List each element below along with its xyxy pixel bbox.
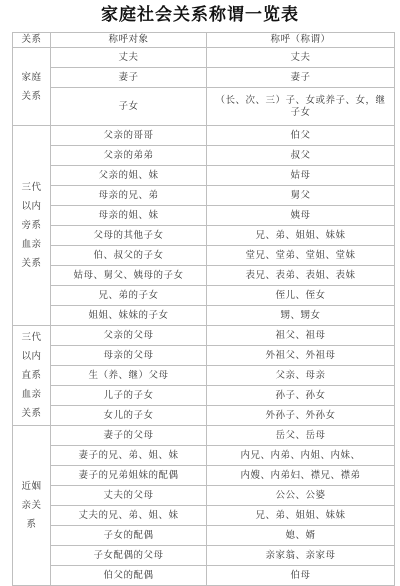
page-title: 家庭社会关系称谓一览表 [101,5,299,25]
addressee-cell: 女儿的子女 [51,406,207,426]
table-row [13,386,395,406]
addressee-cell: 子女 [51,88,207,126]
appellation-cell: 伯父 [207,126,395,146]
table-row [13,406,395,426]
appellation-cell: 父亲、母亲 [207,366,395,386]
category-line: 家庭 [21,71,42,83]
appellation-cell: 侄儿、侄女 [207,286,395,306]
appellation-cell: 甥、甥女 [207,306,395,326]
addressee-cell: 子女的配偶 [51,526,207,546]
appellation-cell: 孙子、孙女 [207,386,395,406]
table-row [13,486,395,506]
category-line: 以内 [21,351,42,362]
table-row [13,426,395,446]
appellation-cell: 表兄、表弟、表姐、表妹 [207,266,395,286]
addressee-cell: 姑母、舅父、姨母的子女 [51,266,207,286]
category-cell [13,326,51,426]
appellation-cell: 叔父 [207,146,395,166]
table-row [13,306,395,326]
addressee-cell: 妻子的兄、弟、姐、妹 [51,446,207,466]
table-row [13,286,395,306]
appellation-cell: 亲家翁、亲家母 [207,546,395,566]
category-line: 旁系 [21,220,42,231]
category-line: 关系 [21,90,42,102]
relationship-table [12,32,395,586]
addressee-cell: 姐姐、妹妹的子女 [51,306,207,326]
appellation-cell: 兄、弟、姐姐、妹妹 [207,506,395,526]
appellation-cell: 姨母 [207,206,395,226]
addressee-cell: 丈夫 [51,48,207,68]
appellation-cell: 媳、婿 [207,526,395,546]
table-row [13,466,395,486]
category-cell [13,426,51,586]
table-row [13,446,395,466]
addressee-cell: 丈夫的父母 [51,486,207,506]
table-row [13,166,395,186]
table-row [13,506,395,526]
category-line: 关系 [21,408,42,419]
category-cell [13,126,51,326]
appellation-cell: （长、次、三）子、女或养子、女，继子女 [207,88,395,126]
table-row [13,566,395,586]
appellation-cell: 内兄、内弟、内姐、内妹、 [207,446,395,466]
category-cell [13,48,51,126]
category-line: 关系 [21,258,42,269]
table-row [13,326,395,346]
category-line: 以内 [21,201,42,212]
appellation-cell: 兄、弟、姐姐、妹妹 [207,226,395,246]
table-row [13,526,395,546]
appellation-cell: 姑母 [207,166,395,186]
table-row [13,266,395,286]
category-line: 系 [26,519,37,530]
addressee-cell: 父亲的弟弟 [51,146,207,166]
addressee-cell: 伯、叔父的子女 [51,246,207,266]
addressee-cell: 父母的其他子女 [51,226,207,246]
addressee-cell: 妻子 [51,68,207,88]
appellation-cell: 妻子 [207,68,395,88]
addressee-cell: 父亲的父母 [51,326,207,346]
addressee-cell: 妻子的兄弟姐妹的配偶 [51,466,207,486]
addressee-cell: 子女配偶的父母 [51,546,207,566]
category-line: 三代 [21,332,42,343]
addressee-cell: 丈夫的兄、弟、姐、妹 [51,506,207,526]
category-line: 直系 [21,370,42,381]
appellation-cell: 内嫂、内弟妇、襟兄、襟弟 [207,466,395,486]
addressee-cell: 母亲的姐、妹 [51,206,207,226]
table-row [13,68,395,88]
addressee-cell: 生（养、继）父母 [51,366,207,386]
addressee-cell: 父亲的姐、妹 [51,166,207,186]
appellation-cell: 堂兄、堂弟、堂姐、堂妹 [207,246,395,266]
addressee-cell: 兄、弟的子女 [51,286,207,306]
table-row [13,88,395,126]
table-row [13,246,395,266]
table-row [13,206,395,226]
table-row [13,346,395,366]
header-title: 称呼（称谓） [207,33,395,48]
category-line: 亲关 [21,500,42,511]
header-addressee: 称呼对象 [51,33,207,48]
category-line: 近姻 [21,481,42,492]
appellation-cell: 舅父 [207,186,395,206]
addressee-cell: 妻子的父母 [51,426,207,446]
appellation-cell: 岳父、岳母 [207,426,395,446]
header-relation: 关系 [13,33,51,48]
addressee-cell: 儿子的子女 [51,386,207,406]
appellation-cell: 祖父、祖母 [207,326,395,346]
table-row [13,146,395,166]
table-row [13,126,395,146]
appellation-cell: 伯母 [207,566,395,586]
table-row [13,186,395,206]
category-line: 血亲 [21,389,42,400]
table-row [13,48,395,68]
addressee-cell: 父亲的哥哥 [51,126,207,146]
addressee-cell: 母亲的兄、弟 [51,186,207,206]
table-row [13,226,395,246]
table-row [13,366,395,386]
appellation-cell: 丈夫 [207,48,395,68]
addressee-cell: 母亲的父母 [51,346,207,366]
appellation-cell: 外祖父、外祖母 [207,346,395,366]
appellation-cell: 公公、公婆 [207,486,395,506]
appellation-cell: 外孙子、外孙女 [207,406,395,426]
addressee-cell: 伯父的配偶 [51,566,207,586]
category-line: 三代 [21,182,42,193]
category-line: 血亲 [21,239,42,250]
header-row [13,33,395,48]
table-row [13,546,395,566]
